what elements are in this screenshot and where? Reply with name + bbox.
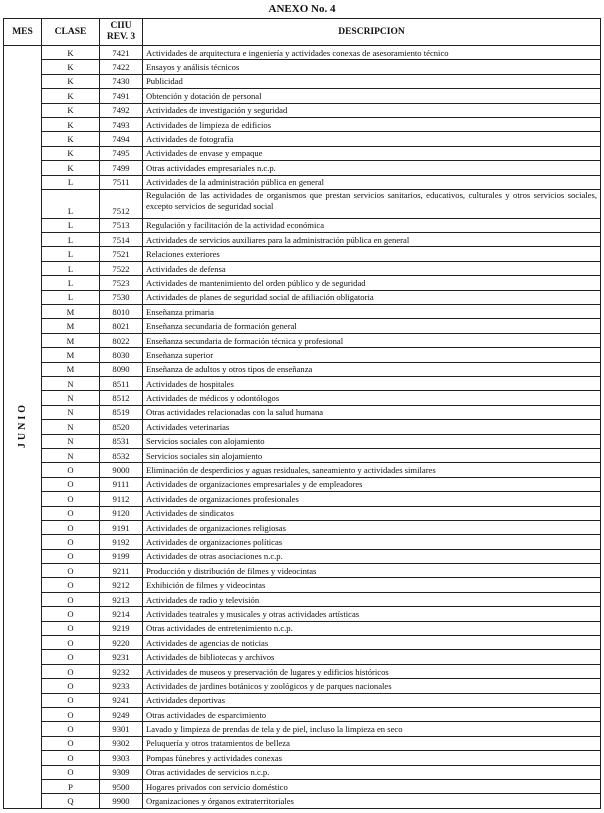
clase-cell: O: [42, 664, 100, 678]
descripcion-cell: Actividades de radio y televisión: [143, 592, 601, 606]
ciiu-code-cell: 9241: [100, 693, 143, 707]
ciiu-code-cell: 9191: [100, 520, 143, 534]
descripcion-cell: Actividades de servicios auxiliares para la administración pública en general: [143, 233, 601, 247]
descripcion-cell: Ensayos y análisis técnicos: [143, 60, 601, 74]
table-row: [4, 103, 601, 117]
table-body: [4, 46, 601, 809]
table-row: [4, 276, 601, 290]
clase-cell: K: [42, 60, 100, 74]
clase-cell: M: [42, 305, 100, 319]
table-row: [4, 535, 601, 549]
clase-cell: O: [42, 492, 100, 506]
descripcion-cell: Enseñanza secundaria de formación técnica y profesional: [143, 333, 601, 347]
descripcion-cell: Otras actividades de servicios n.c.p.: [143, 765, 601, 779]
descripcion-cell: Actividades de organizaciones religiosas: [143, 520, 601, 534]
clase-cell: O: [42, 693, 100, 707]
ciiu-code-cell: 9301: [100, 722, 143, 736]
ciiu-code-cell: 9220: [100, 636, 143, 650]
clase-cell: N: [42, 391, 100, 405]
descripcion-cell: Otras actividades empresariales n.c.p.: [143, 161, 601, 175]
descripcion-cell: Actividades de planes de seguridad social de afiliación obligatoria: [143, 290, 601, 304]
table-row: [4, 305, 601, 319]
ciiu-code-cell: 8512: [100, 391, 143, 405]
ciiu-code-cell: 9199: [100, 549, 143, 563]
descripcion-cell: Actividades de hospitales: [143, 377, 601, 391]
ciiu-code-cell: 7499: [100, 161, 143, 175]
table-row: [4, 707, 601, 721]
clase-cell: K: [42, 103, 100, 117]
ciiu-code-cell: 9192: [100, 535, 143, 549]
clase-cell: L: [42, 233, 100, 247]
ciiu-code-cell: 7491: [100, 89, 143, 103]
clase-cell: O: [42, 592, 100, 606]
clase-cell: O: [42, 549, 100, 563]
table-row: [4, 578, 601, 592]
table-row: [4, 751, 601, 765]
descripcion-cell: Actividades de envase y empaque: [143, 146, 601, 160]
table-row: [4, 621, 601, 635]
table-row: [4, 132, 601, 146]
ciiu-code-cell: 8021: [100, 319, 143, 333]
ciiu-code-cell: 9303: [100, 751, 143, 765]
clase-cell: O: [42, 765, 100, 779]
descripcion-cell: Actividades de otras asociaciones n.c.p.: [143, 549, 601, 563]
ciiu-code-cell: 8030: [100, 348, 143, 362]
table-row: [4, 146, 601, 160]
table-row: [4, 74, 601, 88]
clase-cell: N: [42, 420, 100, 434]
ciiu-code-cell: 9309: [100, 765, 143, 779]
descripcion-cell: Enseñanza primaria: [143, 305, 601, 319]
ciiu-code-cell: 8519: [100, 405, 143, 419]
clase-cell: K: [42, 117, 100, 131]
ciiu-code-cell: 9900: [100, 794, 143, 808]
clase-cell: O: [42, 679, 100, 693]
clase-cell: O: [42, 722, 100, 736]
table-row: [4, 405, 601, 419]
table-row: [4, 175, 601, 189]
table-row: [4, 348, 601, 362]
header-clase: CLASE: [42, 19, 100, 46]
clase-cell: O: [42, 535, 100, 549]
descripcion-cell: Actividades de jardines botánicos y zoológicos y de parques nacionales: [143, 679, 601, 693]
descripcion-cell: Regulación de las actividades de organismos que prestan servicios sanitarios, educativos, culturales y otros servicios sociales, excepto servicios de seguridad social: [143, 189, 601, 218]
clase-cell: L: [42, 189, 100, 218]
table-row: [4, 319, 601, 333]
ciiu-code-cell: 9213: [100, 592, 143, 606]
clase-cell: M: [42, 348, 100, 362]
descripcion-cell: Organizaciones y órganos extraterritoriales: [143, 794, 601, 808]
table-row: [4, 779, 601, 793]
descripcion-cell: Actividades deportivas: [143, 693, 601, 707]
ciiu-code-cell: 9214: [100, 607, 143, 621]
clase-cell: M: [42, 319, 100, 333]
descripcion-cell: Actividades de investigación y seguridad: [143, 103, 601, 117]
clase-cell: O: [42, 564, 100, 578]
descripcion-cell: Actividades de defensa: [143, 261, 601, 275]
descripcion-cell: Regulación y facilitación de la actividad económica: [143, 218, 601, 232]
clase-cell: O: [42, 463, 100, 477]
ciiu-code-cell: 7422: [100, 60, 143, 74]
table-row: [4, 420, 601, 434]
ciiu-code-cell: 8022: [100, 333, 143, 347]
clase-cell: M: [42, 333, 100, 347]
descripcion-cell: Actividades de sindicatos: [143, 506, 601, 520]
ciiu-code-cell: 8090: [100, 362, 143, 376]
table-row: [4, 89, 601, 103]
clase-cell: O: [42, 707, 100, 721]
descripcion-cell: Actividades teatrales y musicales y otras actividades artísticas: [143, 607, 601, 621]
descripcion-cell: Publicidad: [143, 74, 601, 88]
descripcion-cell: Actividades de arquitectura e ingeniería y actividades conexas de asesoramiento técnico: [143, 46, 601, 60]
ciiu-code-cell: 7492: [100, 103, 143, 117]
ciiu-code-cell: 7523: [100, 276, 143, 290]
descripcion-cell: Actividades de bibliotecas y archivos: [143, 650, 601, 664]
ciiu-code-cell: 9219: [100, 621, 143, 635]
header-ciiu: CIIU REV. 3: [100, 19, 143, 46]
descripcion-cell: Servicios sociales con alojamiento: [143, 434, 601, 448]
descripcion-cell: Enseñanza superior: [143, 348, 601, 362]
ciiu-code-cell: 7421: [100, 46, 143, 60]
descripcion-cell: Otras actividades de entretenimiento n.c.p.: [143, 621, 601, 635]
ciiu-table: [3, 18, 601, 809]
table-row: [4, 333, 601, 347]
clase-cell: O: [42, 506, 100, 520]
ciiu-code-cell: 7493: [100, 117, 143, 131]
clase-cell: N: [42, 448, 100, 462]
clase-cell: L: [42, 261, 100, 275]
table-row: [4, 607, 601, 621]
descripcion-cell: Servicios sociales sin alojamiento: [143, 448, 601, 462]
table-row: [4, 448, 601, 462]
table-row: [4, 261, 601, 275]
descripcion-cell: Otras actividades relacionadas con la salud humana: [143, 405, 601, 419]
table-row: [4, 218, 601, 232]
clase-cell: K: [42, 74, 100, 88]
ciiu-code-cell: 7514: [100, 233, 143, 247]
ciiu-code-cell: 7530: [100, 290, 143, 304]
clase-cell: O: [42, 621, 100, 635]
table-row: [4, 506, 601, 520]
table-row: [4, 161, 601, 175]
ciiu-code-cell: 7494: [100, 132, 143, 146]
clase-cell: K: [42, 161, 100, 175]
header-descripcion: DESCRIPCION: [143, 19, 601, 46]
clase-cell: O: [42, 751, 100, 765]
ciiu-code-cell: 9231: [100, 650, 143, 664]
ciiu-code-cell: 9120: [100, 506, 143, 520]
clase-cell: L: [42, 276, 100, 290]
table-row: [4, 549, 601, 563]
ciiu-code-cell: 9212: [100, 578, 143, 592]
descripcion-cell: Obtención y dotación de personal: [143, 89, 601, 103]
ciiu-code-cell: 8531: [100, 434, 143, 448]
ciiu-code-cell: 9111: [100, 477, 143, 491]
descripcion-cell: Actividades de la administración pública en general: [143, 175, 601, 189]
table-row: [4, 60, 601, 74]
table-row: [4, 247, 601, 261]
ciiu-code-cell: 7512: [100, 189, 143, 218]
clase-cell: O: [42, 520, 100, 534]
table-row: [4, 46, 601, 60]
clase-cell: L: [42, 290, 100, 304]
ciiu-code-cell: 9233: [100, 679, 143, 693]
clase-cell: O: [42, 607, 100, 621]
clase-cell: K: [42, 46, 100, 60]
clase-cell: Q: [42, 794, 100, 808]
ciiu-code-cell: 8010: [100, 305, 143, 319]
header-mes: MES: [4, 19, 42, 46]
ciiu-code-cell: 9500: [100, 779, 143, 793]
table-row: [4, 463, 601, 477]
ciiu-code-cell: 7521: [100, 247, 143, 261]
descripcion-cell: Lavado y limpieza de prendas de tela y de piel, incluso la limpieza en seco: [143, 722, 601, 736]
clase-cell: L: [42, 247, 100, 261]
clase-cell: P: [42, 779, 100, 793]
table-row: [4, 693, 601, 707]
ciiu-code-cell: 8520: [100, 420, 143, 434]
clase-cell: N: [42, 405, 100, 419]
ciiu-code-cell: 7511: [100, 175, 143, 189]
descripcion-cell: Actividades de agencias de noticias: [143, 636, 601, 650]
clase-cell: O: [42, 650, 100, 664]
descripcion-cell: Pompas fúnebres y actividades conexas: [143, 751, 601, 765]
table-row: [4, 233, 601, 247]
table-row: [4, 664, 601, 678]
table-row: [4, 592, 601, 606]
table-row: [4, 477, 601, 491]
table-row: [4, 492, 601, 506]
descripcion-cell: Actividades de fotografía: [143, 132, 601, 146]
clase-cell: N: [42, 434, 100, 448]
table-row: [4, 564, 601, 578]
clase-cell: M: [42, 362, 100, 376]
clase-cell: L: [42, 175, 100, 189]
descripcion-cell: Actividades de organizaciones políticas: [143, 535, 601, 549]
table-row: [4, 679, 601, 693]
ciiu-code-cell: 8532: [100, 448, 143, 462]
descripcion-cell: Otras actividades de esparcimiento: [143, 707, 601, 721]
table-row: [4, 636, 601, 650]
table-row: [4, 290, 601, 304]
ciiu-code-cell: 7513: [100, 218, 143, 232]
ciiu-code-cell: 9112: [100, 492, 143, 506]
descripcion-cell: Peluquería y otros tratamientos de belleza: [143, 736, 601, 750]
table-row: [4, 765, 601, 779]
clase-cell: O: [42, 477, 100, 491]
descripcion-cell: Actividades de mantenimiento del orden público y de seguridad: [143, 276, 601, 290]
descripcion-cell: Relaciones exteriores: [143, 247, 601, 261]
clase-cell: K: [42, 89, 100, 103]
table-row: [4, 189, 601, 218]
clase-cell: O: [42, 636, 100, 650]
ciiu-code-cell: 8511: [100, 377, 143, 391]
descripcion-cell: Eliminación de desperdicios y aguas residuales, saneamiento y actividades similares: [143, 463, 601, 477]
clase-cell: K: [42, 132, 100, 146]
descripcion-cell: Exhibición de filmes y videocintas: [143, 578, 601, 592]
ciiu-code-cell: 9302: [100, 736, 143, 750]
descripcion-cell: Actividades de organizaciones profesionales: [143, 492, 601, 506]
table-row: [4, 434, 601, 448]
descripcion-cell: Actividades de limpieza de edificios: [143, 117, 601, 131]
clase-cell: O: [42, 736, 100, 750]
ciiu-code-cell: 9232: [100, 664, 143, 678]
table-header-row: [4, 19, 601, 46]
clase-cell: N: [42, 377, 100, 391]
ciiu-code-cell: 9249: [100, 707, 143, 721]
descripcion-cell: Enseñanza de adultos y otros tipos de enseñanza: [143, 362, 601, 376]
mes-value: JUNIO: [16, 402, 28, 449]
table-row: [4, 722, 601, 736]
descripcion-cell: Actividades de médicos y odontólogos: [143, 391, 601, 405]
descripcion-cell: Actividades de organizaciones empresariales y de empleadores: [143, 477, 601, 491]
table-row: [4, 520, 601, 534]
table-row: [4, 391, 601, 405]
table-row: [4, 794, 601, 808]
descripcion-cell: Actividades veterinarias: [143, 420, 601, 434]
clase-cell: L: [42, 218, 100, 232]
ciiu-code-cell: 9211: [100, 564, 143, 578]
descripcion-cell: Actividades de museos y preservación de lugares y edificios históricos: [143, 664, 601, 678]
clase-cell: K: [42, 146, 100, 160]
document-title: ANEXO No. 4: [268, 3, 336, 15]
descripcion-cell: Producción y distribución de filmes y videocintas: [143, 564, 601, 578]
ciiu-code-cell: 7522: [100, 261, 143, 275]
table-row: [4, 362, 601, 376]
table-row: [4, 736, 601, 750]
table-row: [4, 117, 601, 131]
clase-cell: O: [42, 578, 100, 592]
table-row: [4, 377, 601, 391]
ciiu-code-cell: 7495: [100, 146, 143, 160]
descripcion-cell: Hogares privados con servicio doméstico: [143, 779, 601, 793]
ciiu-code-cell: 7430: [100, 74, 143, 88]
mes-cell: [4, 46, 42, 809]
table-row: [4, 650, 601, 664]
ciiu-code-cell: 9000: [100, 463, 143, 477]
descripcion-cell: Enseñanza secundaria de formación general: [143, 319, 601, 333]
